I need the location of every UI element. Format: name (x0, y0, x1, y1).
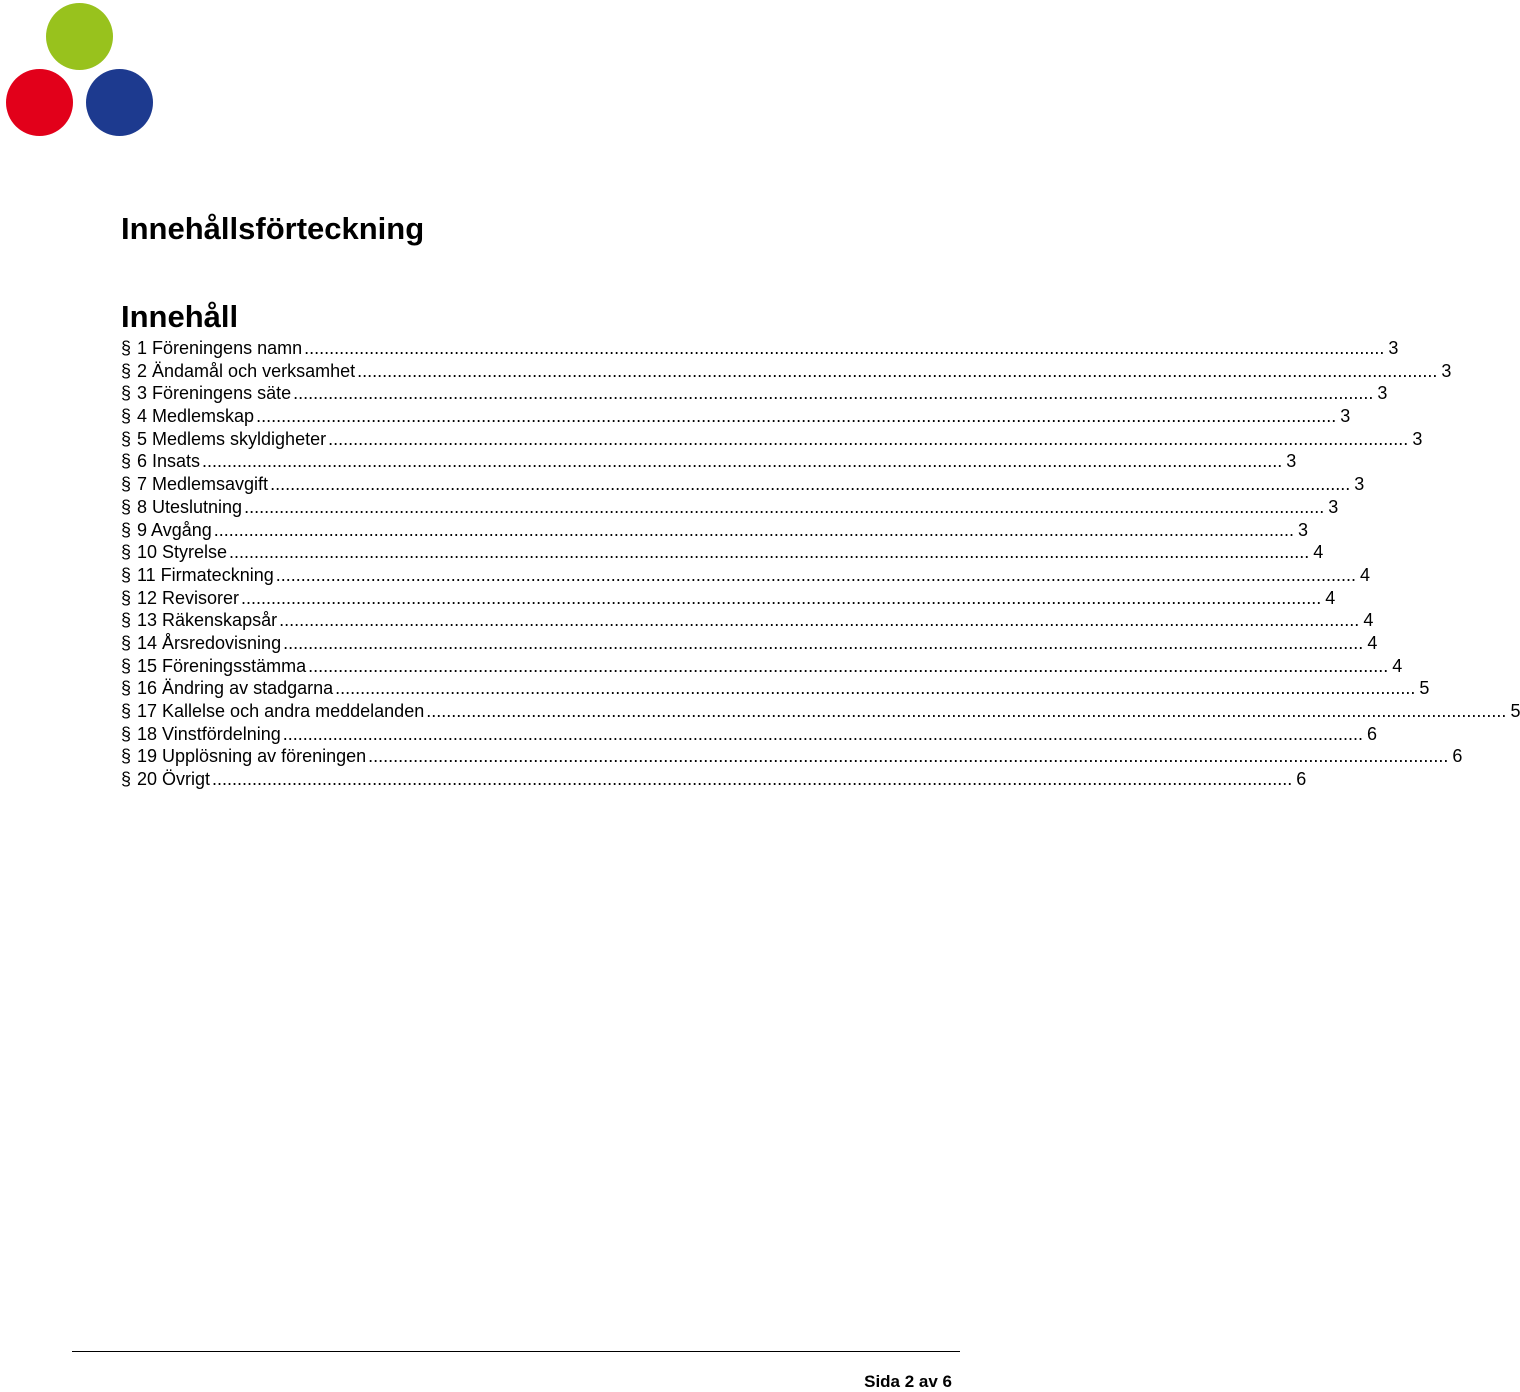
dot-leader: ........................................................................................................................................................................................................................ (335, 678, 1416, 699)
dot-leader: ........................................................................................................................................................................................................................ (212, 769, 1293, 790)
toc-entry-page: 3 (1412, 428, 1423, 449)
dot-leader: ........................................................................................................................................................................................................................ (229, 542, 1310, 563)
toc-entry-label: 16 Ändring av stadgarna (137, 678, 334, 699)
logo-green-circle (46, 3, 113, 70)
dot-leader: ........................................................................................................................................................................................................................ (283, 632, 1364, 653)
section-sign: § (121, 338, 132, 358)
section-sign: § (121, 360, 132, 381)
section-sign: § (121, 587, 132, 608)
page-number: Sida 2 av 6 (864, 1372, 952, 1391)
toc-entry[interactable] (121, 519, 1308, 542)
toc-entry-page: 3 (1286, 451, 1297, 472)
section-sign: § (121, 519, 132, 540)
toc-entry[interactable] (121, 655, 1403, 678)
toc-entry[interactable] (121, 677, 1430, 700)
toc-entry-page: 3 (1354, 474, 1365, 495)
toc-entry-page: 5 (1510, 701, 1520, 721)
table-of-contents (121, 337, 1520, 791)
toc-entry-page: 4 (1363, 610, 1374, 631)
dot-leader: ........................................................................................................................................................................................................................ (275, 564, 1356, 585)
toc-entry-page: 3 (1340, 406, 1351, 427)
section-sign: § (121, 655, 132, 676)
toc-entry[interactable] (121, 382, 1388, 405)
toc-entry-label: 1 Föreningens namn (137, 338, 303, 358)
toc-entry[interactable] (121, 745, 1463, 768)
dot-leader: ........................................................................................................................................................................................................................ (256, 406, 1337, 427)
toc-entry-label: 14 Årsredovisning (137, 632, 282, 653)
section-sign: § (121, 746, 132, 767)
toc-entry-label: 12 Revisorer (137, 587, 240, 608)
toc-entry[interactable] (121, 587, 1336, 610)
section-sign: § (121, 428, 132, 449)
logo-red-circle (6, 69, 73, 136)
footer-divider (72, 1351, 960, 1352)
toc-entry[interactable] (121, 360, 1452, 383)
toc-entry-page: 4 (1367, 632, 1378, 653)
toc-entry[interactable] (121, 496, 1339, 519)
section-sign: § (121, 542, 132, 563)
toc-entry-label: 9 Avgång (137, 519, 212, 540)
toc-entry-label: 15 Föreningsstämma (137, 655, 307, 676)
toc-entry[interactable] (121, 337, 1399, 360)
organization-logo (0, 0, 160, 140)
toc-entry-page: 3 (1388, 338, 1399, 358)
toc-entry-label: 13 Räkenskapsår (137, 610, 278, 631)
section-sign: § (121, 383, 132, 404)
dot-leader: ........................................................................................................................................................................................................................ (368, 746, 1449, 767)
logo-blue-circle (86, 69, 153, 136)
toc-entry[interactable] (121, 632, 1378, 655)
toc-entry[interactable] (121, 564, 1370, 587)
toc-entry[interactable] (121, 609, 1374, 632)
toc-entry-page: 3 (1441, 360, 1452, 381)
toc-entry[interactable] (121, 428, 1423, 451)
toc-entry-page: 3 (1377, 383, 1388, 404)
toc-entry-label: 7 Medlemsavgift (137, 474, 269, 495)
dot-leader: ........................................................................................................................................................................................................................ (357, 360, 1438, 381)
dot-leader: ........................................................................................................................................................................................................................ (270, 474, 1351, 495)
section-sign: § (121, 564, 132, 585)
toc-entry-label: 4 Medlemskap (137, 406, 255, 427)
dot-leader: ........................................................................................................................................................................................................................ (304, 338, 1385, 358)
toc-entry-label: 6 Insats (137, 451, 201, 472)
dot-leader: ........................................................................................................................................................................................................................ (282, 723, 1363, 744)
section-sign: § (121, 701, 132, 721)
section-sign: § (121, 496, 132, 517)
dot-leader: ........................................................................................................................................................................................................................ (328, 428, 1409, 449)
dot-leader: ........................................................................................................................................................................................................................ (426, 701, 1507, 721)
toc-entry-label: 3 Föreningens säte (137, 383, 292, 404)
toc-entry-label: 5 Medlems skyldigheter (137, 428, 327, 449)
section-sign: § (121, 678, 132, 699)
toc-entry-label: 18 Vinstfördelning (137, 723, 281, 744)
dot-leader: ........................................................................................................................................................................................................................ (244, 496, 1325, 517)
toc-entry-page: 4 (1325, 587, 1336, 608)
toc-entry-page: 6 (1367, 723, 1378, 744)
toc-entry-page: 4 (1392, 655, 1403, 676)
dot-leader: ........................................................................................................................................................................................................................ (279, 610, 1360, 631)
section-sign: § (121, 632, 132, 653)
dot-leader: ........................................................................................................................................................................................................................ (293, 383, 1374, 404)
section-sign: § (121, 474, 132, 495)
toc-entry-label: 20 Övrigt (137, 769, 211, 790)
toc-entry[interactable] (121, 723, 1378, 746)
toc-entry-page: 3 (1297, 519, 1308, 540)
dot-leader: ........................................................................................................................................................................................................................ (202, 451, 1283, 472)
toc-entry-label: 2 Ändamål och verksamhet (137, 360, 356, 381)
toc-entry-page: 4 (1313, 542, 1324, 563)
dot-leader: ........................................................................................................................................................................................................................ (241, 587, 1322, 608)
toc-entry-label: 8 Uteslutning (137, 496, 243, 517)
section-sign: § (121, 769, 132, 790)
toc-entry[interactable] (121, 473, 1365, 496)
toc-entry-label: 17 Kallelse och andra meddelanden (137, 701, 425, 721)
document-title: Innehållsförteckning (121, 211, 425, 246)
toc-entry-label: 11 Firmateckning (137, 564, 274, 585)
section-sign: § (121, 723, 132, 744)
toc-entry[interactable] (121, 541, 1324, 564)
dot-leader: ........................................................................................................................................................................................................................ (213, 519, 1294, 540)
toc-entry-page: 6 (1296, 769, 1307, 790)
toc-entry[interactable] (121, 405, 1351, 428)
toc-entry-page: 4 (1359, 564, 1370, 585)
toc-entry-page: 6 (1452, 746, 1463, 767)
section-sign: § (121, 406, 132, 427)
toc-entry-page: 5 (1419, 678, 1430, 699)
toc-entry[interactable] (121, 700, 1520, 723)
toc-entry-label: 10 Styrelse (137, 542, 228, 563)
dot-leader: ........................................................................................................................................................................................................................ (308, 655, 1389, 676)
toc-entry[interactable] (121, 450, 1297, 473)
toc-heading: Innehåll (121, 299, 239, 334)
section-sign: § (121, 451, 132, 472)
section-sign: § (121, 610, 132, 631)
toc-entry-page: 3 (1328, 496, 1339, 517)
toc-entry-label: 19 Upplösning av föreningen (137, 746, 367, 767)
toc-entry[interactable] (121, 768, 1307, 791)
